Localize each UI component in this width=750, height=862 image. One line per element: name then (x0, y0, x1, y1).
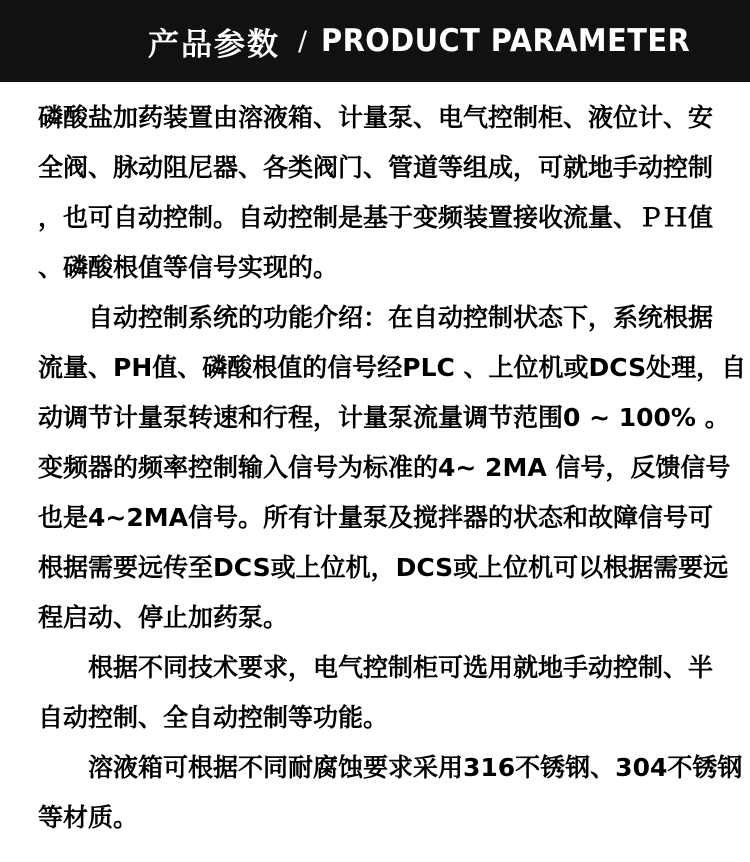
section-title-english: PRODUCT PARAMETER (321, 23, 691, 59)
body-text-line: 自动控制、全自动控制等功能。 (38, 703, 389, 732)
body-text-line: 全阀、脉动阻尼器、各类阀门、管道等组成，可就地手动控制 (38, 153, 714, 182)
body-text-line: 等材质。 (38, 803, 139, 832)
body-text-line: 、磷酸根值等信号实现的。 (38, 253, 339, 282)
body-text-line: 变频器的频率控制输入信号为标准的4~ 2MA 信号，反馈信号 (38, 453, 731, 482)
body-text-line: ，也可自动控制。自动控制是基于变频装置接收流量、ＰＨ值 (38, 203, 714, 232)
section-header-title (148, 19, 718, 64)
body-text-line: 根据不同技术要求，电气控制柜可选用就地手动控制、半 (38, 653, 714, 682)
title-separator-slash: / (297, 25, 308, 57)
body-text-line: 溶液箱可根据不同耐腐蚀要求采用316不锈钢、304不锈钢 (38, 753, 743, 782)
section-title-chinese: 产品参数 (147, 26, 280, 63)
body-text-line: 动调节计量泵转速和行程，计量泵流量调节范围0 ~ 100% 。 (38, 403, 730, 432)
body-text-line: 磷酸盐加药装置由溶液箱、计量泵、电气控制柜、液位计、安 (38, 103, 714, 132)
body-text-line: 自动控制系统的功能介绍：在自动控制状态下，系统根据 (38, 303, 714, 332)
body-text-line: 也是4~2MA信号。所有计量泵及搅拌器的状态和故障信号可 (38, 503, 713, 532)
body-text-line: 根据需要远传至DCS或上位机，DCS或上位机可以根据需要远 (38, 553, 729, 582)
description-text-block (0, 82, 750, 843)
section-header-banner (0, 0, 750, 82)
body-text-line: 程启动、停止加药泵。 (38, 603, 289, 632)
body-text-line: 流量、PH值、磷酸根值的信号经PLC 、上位机或DCS处理，自 (38, 353, 747, 382)
